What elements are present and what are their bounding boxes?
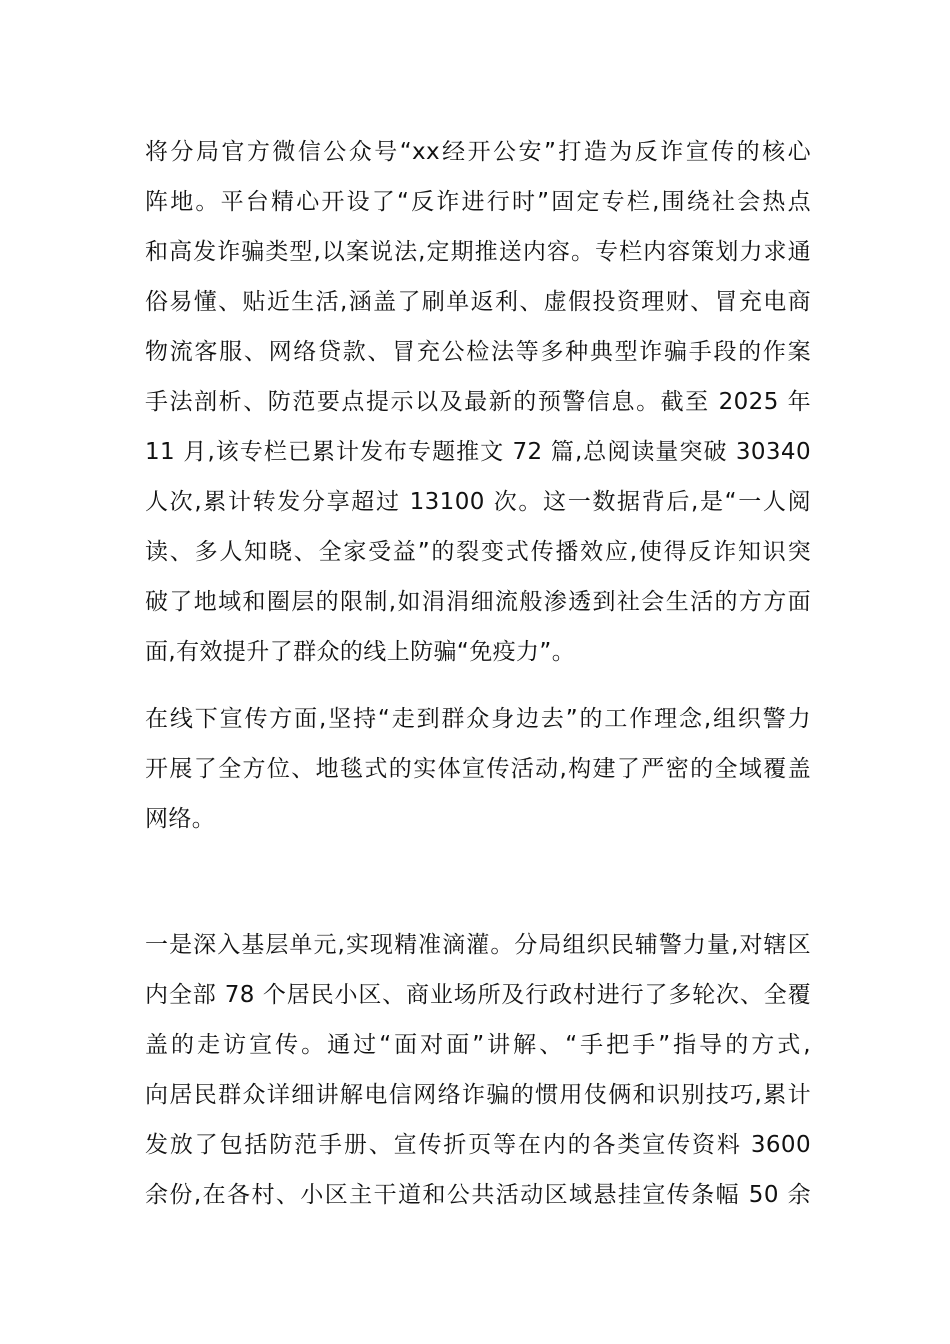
text-line: 开展了全方位、地毯式的实体宣传活动,构建了严密的全域覆盖 <box>145 756 811 782</box>
text-line: 在线下宣传方面,坚持“走到群众身边去”的工作理念,组织警力 <box>145 706 811 732</box>
text-line: 手法剖析、防范要点提示以及最新的预警信息。截至 2025 年 <box>145 389 811 415</box>
paragraph-wechat-column <box>145 127 811 677</box>
text-line: 将分局官方微信公众号“xx经开公安”打造为反诈宣传的核心 <box>145 139 811 165</box>
text-line: 物流客服、网络贷款、冒充公检法等多种典型诈骗手段的作案 <box>145 339 811 365</box>
text-line: 盖的走访宣传。通过“面对面”讲解、“手把手”指导的方式, <box>145 1032 811 1058</box>
text-line: 阵地。平台精心开设了“反诈进行时”固定专栏,围绕社会热点 <box>145 189 811 215</box>
text-line: 人次,累计转发分享超过 13100 次。这一数据背后,是“一人阅 <box>145 489 811 515</box>
text-line: 11 月,该专栏已累计发布专题推文 72 篇,总阅读量突破 30340 <box>145 439 811 465</box>
text-line: 一是深入基层单元,实现精准滴灌。分局组织民辅警力量,对辖区 <box>145 932 811 958</box>
text-line: 破了地域和圈层的限制,如涓涓细流般渗透到社会生活的方方面 <box>145 589 811 615</box>
text-line: 面,有效提升了群众的线上防骗“免疫力”。 <box>145 639 576 665</box>
text-line: 发放了包括防范手册、宣传折页等在内的各类宣传资料 3600 <box>145 1132 811 1158</box>
paragraph-offline-publicity <box>145 694 811 844</box>
text-line: 读、多人知晓、全家受益”的裂变式传播效应,使得反诈知识突 <box>145 539 811 565</box>
text-line: 网络。 <box>145 806 216 832</box>
text-line: 俗易懂、贴近生活,涵盖了刷单返利、虚假投资理财、冒充电商 <box>145 289 811 315</box>
text-line: 余份,在各村、小区主干道和公共活动区域悬挂宣传条幅 50 余 <box>145 1182 811 1208</box>
text-line: 向居民群众详细讲解电信网络诈骗的惯用伎俩和识别技巧,累计 <box>145 1082 811 1108</box>
text-line: 和高发诈骗类型,以案说法,定期推送内容。专栏内容策划力求通 <box>145 239 811 265</box>
text-line: 内全部 78 个居民小区、商业场所及行政村进行了多轮次、全覆 <box>145 982 811 1008</box>
paragraph-grassroots-units <box>145 920 811 1220</box>
